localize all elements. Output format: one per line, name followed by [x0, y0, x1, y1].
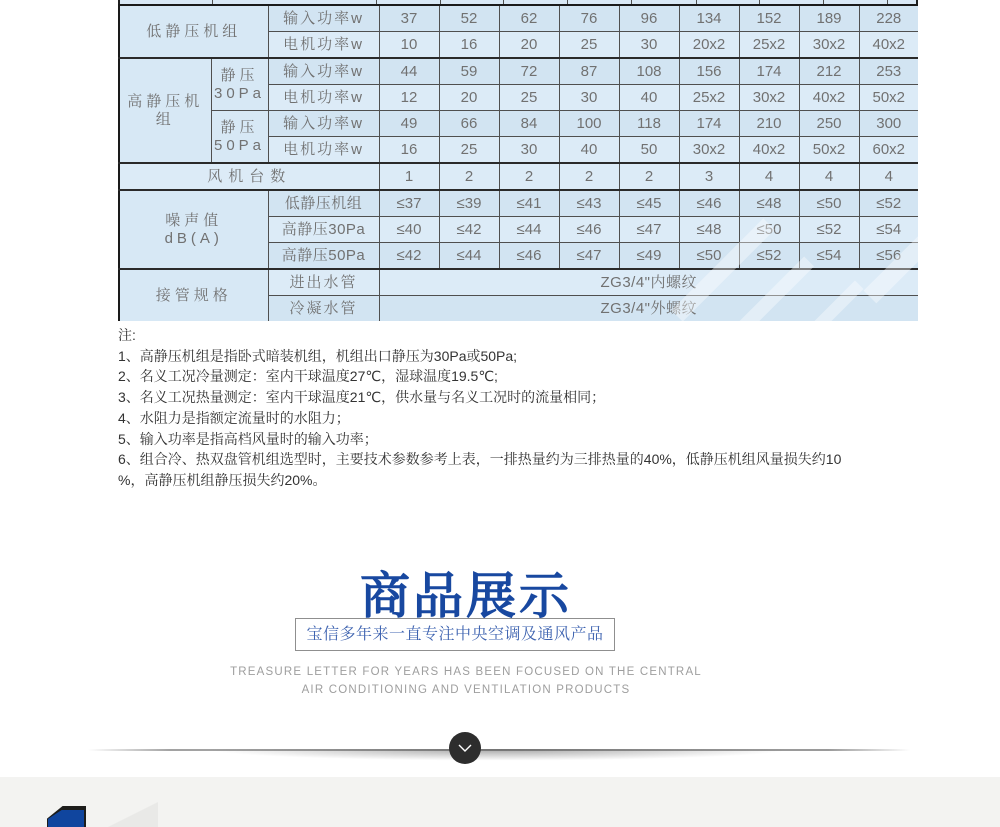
spec-value-cell: 25 [439, 137, 499, 164]
showcase-subtitle-line1: TREASURE LETTER FOR YEARS HAS BEEN FOCUSED ON THE CENTRAL [230, 666, 702, 678]
showcase-title: 商品展示 [360, 568, 572, 624]
spec-value-cell: ≤46 [679, 190, 739, 217]
spec-value-cell: 4 [799, 163, 859, 190]
spec-value-cell: 59 [439, 58, 499, 85]
spec-value-cell: 228 [859, 5, 918, 32]
spec-value-cell: ≤52 [859, 190, 918, 217]
spec-value-cell: 25 [559, 32, 619, 59]
section-divider [88, 749, 910, 767]
spec-value-cell: ≤54 [859, 217, 918, 243]
spec-value-cell: ZG3/4"内螺纹 [379, 269, 918, 296]
note-line: 2、名义工况冷量测定：室内干球温度27℃，湿球温度19.5℃; [118, 368, 498, 385]
table-row [119, 190, 918, 217]
spec-label-cell: 风机台数 [119, 163, 379, 190]
spec-value-cell: 30x2 [679, 137, 739, 164]
spec-value-cell: 84 [499, 111, 559, 137]
spec-value-cell: ≤50 [799, 190, 859, 217]
spec-value-cell: 4 [739, 163, 799, 190]
spec-label-cell: 电机功率w [268, 85, 379, 111]
spec-value-cell: 25 [499, 85, 559, 111]
spec-table-section [118, 0, 918, 321]
spec-value-cell: 52 [439, 5, 499, 32]
spec-value-cell: 100 [559, 111, 619, 137]
spec-value-cell: ≤41 [499, 190, 559, 217]
spec-value-cell: ≤44 [439, 243, 499, 270]
spec-value-cell: ≤54 [799, 243, 859, 270]
spec-value-cell: 40 [559, 137, 619, 164]
spec-value-cell: 60x2 [859, 137, 918, 164]
showcase-subtitle-line2: AIR CONDITIONING AND VENTILATION PRODUCTS [301, 684, 631, 696]
spec-label-cell: 低静压机组 [119, 5, 268, 58]
spec-value-cell: ≤44 [499, 217, 559, 243]
spec-value-cell: ≤47 [559, 243, 619, 270]
spec-value-cell: ≤42 [379, 243, 439, 270]
spec-label-cell: 高静压机组 [119, 58, 211, 163]
spec-value-cell: ≤49 [619, 243, 679, 270]
spec-value-cell: 212 [799, 58, 859, 85]
spec-value-cell: 10 [379, 32, 439, 59]
showcase-slogan-box [295, 618, 615, 651]
spec-value-cell: 118 [619, 111, 679, 137]
spec-label-cell: 输入功率w [268, 111, 379, 137]
table-row [119, 111, 918, 137]
spec-label-cell [211, 58, 268, 111]
spec-value-cell: 40x2 [799, 85, 859, 111]
spec-label-cell: 高静压50Pa [268, 243, 379, 270]
spec-value-cell: 40x2 [859, 32, 918, 59]
sp50-label: 50Pa [213, 136, 266, 154]
notes-section [118, 325, 908, 491]
spec-value-cell: 16 [379, 137, 439, 164]
spec-value-cell: ≤42 [439, 217, 499, 243]
static-pressure-label: 静压 [220, 119, 259, 137]
spec-value-cell: 253 [859, 58, 918, 85]
spec-value-cell: 174 [679, 111, 739, 137]
spec-value-cell: 62 [499, 5, 559, 32]
spec-value-cell: 16 [439, 32, 499, 59]
spec-value-cell: 87 [559, 58, 619, 85]
spec-value-cell: 50x2 [859, 85, 918, 111]
spec-label-cell: 进出水管 [268, 269, 379, 296]
spec-value-cell: 2 [439, 163, 499, 190]
spec-value-cell: 30x2 [739, 85, 799, 111]
spec-label-cell [119, 190, 268, 269]
spec-label-cell: 电机功率w [268, 32, 379, 59]
spec-value-cell: 189 [799, 5, 859, 32]
spec-value-cell: 40 [619, 85, 679, 111]
note-line: 6、组合冷、热双盘管机组选型时，主要技术参数参考上表，一排热量约为三排热量的40%，低静压机组风量损失约10 [118, 451, 842, 468]
scroll-down-button[interactable] [449, 732, 481, 764]
spec-value-cell: 2 [619, 163, 679, 190]
spec-value-cell: 25x2 [679, 85, 739, 111]
spec-value-cell: 20 [439, 85, 499, 111]
spec-value-cell: 20x2 [679, 32, 739, 59]
spec-value-cell: ≤56 [859, 243, 918, 270]
note-line: %，高静压机组静压损失约20%。 [118, 471, 327, 488]
spec-label-cell: 电机功率w [268, 137, 379, 164]
note-line: 3、名义工况热量测定：室内干球温度21℃，供水量与名义工况时的流量相同； [118, 389, 606, 406]
spec-value-cell: 2 [499, 163, 559, 190]
spec-value-cell: 2 [559, 163, 619, 190]
spec-value-cell: 30 [619, 32, 679, 59]
spec-label-cell [211, 111, 268, 164]
static-pressure-label: 静压 [220, 67, 259, 85]
noise-unit-label: dB(A) [164, 229, 223, 247]
spec-value-cell: 40x2 [739, 137, 799, 164]
spec-value-cell: ≤48 [679, 217, 739, 243]
spec-label-cell: 输入功率w [268, 58, 379, 85]
spec-value-cell: ≤50 [739, 217, 799, 243]
showcase-slogan: 宝信多年来一直专注中央空调及通风产品 [306, 626, 604, 643]
spec-value-cell: 76 [559, 5, 619, 32]
spec-value-cell: 30x2 [799, 32, 859, 59]
spec-value-cell: 12 [379, 85, 439, 111]
note-line: 5、输入功率是指高档风量时的输入功率； [118, 430, 378, 447]
spec-value-cell: ≤47 [619, 217, 679, 243]
spec-value-cell: 3 [679, 163, 739, 190]
spec-value-cell: 20 [499, 32, 559, 59]
spec-value-cell: ZG3/4"外螺纹 [379, 296, 918, 322]
spec-value-cell: ≤40 [379, 217, 439, 243]
spec-value-cell: ≤52 [799, 217, 859, 243]
spec-label-cell: 低静压机组 [268, 190, 379, 217]
spec-value-cell: 50x2 [799, 137, 859, 164]
spec-label-cell: 高静压30Pa [268, 217, 379, 243]
spec-value-cell: 152 [739, 5, 799, 32]
table-row [119, 5, 918, 32]
spec-value-cell: ≤46 [499, 243, 559, 270]
spec-label-cell: 输入功率w [268, 5, 379, 32]
spec-value-cell: 250 [799, 111, 859, 137]
table-row [119, 163, 918, 190]
spec-value-cell: 108 [619, 58, 679, 85]
spec-value-cell: 49 [379, 111, 439, 137]
spec-label-cell: 冷凝水管 [268, 296, 379, 322]
spec-table [118, 4, 918, 321]
chevron-down-icon [458, 744, 472, 753]
spec-value-cell: 66 [439, 111, 499, 137]
spec-label-cell: 接管规格 [119, 269, 268, 321]
spec-value-cell: 37 [379, 5, 439, 32]
spec-value-cell: ≤37 [379, 190, 439, 217]
spec-value-cell: 4 [859, 163, 918, 190]
spec-value-cell: ≤43 [559, 190, 619, 217]
table-row [119, 269, 918, 296]
spec-value-cell: 30 [559, 85, 619, 111]
spec-value-cell: ≤50 [679, 243, 739, 270]
sp30-label: 30Pa [213, 84, 266, 102]
spec-value-cell: 1 [379, 163, 439, 190]
spec-value-cell: 300 [859, 111, 918, 137]
noise-value-label: 噪声值 [165, 212, 223, 230]
table-row [119, 58, 918, 85]
spec-value-cell: ≤46 [559, 217, 619, 243]
spec-value-cell: ≤52 [739, 243, 799, 270]
spec-value-cell: 25x2 [739, 32, 799, 59]
spec-value-cell: 134 [679, 5, 739, 32]
note-line: 1、高静压机组是指卧式暗装机组，机组出口静压为30Pa或50Pa; [118, 347, 518, 364]
spec-value-cell: 96 [619, 5, 679, 32]
spec-value-cell: ≤39 [439, 190, 499, 217]
spec-value-cell: ≤48 [739, 190, 799, 217]
spec-value-cell: 156 [679, 58, 739, 85]
notes-title: 注: [118, 327, 136, 343]
spec-value-cell: 174 [739, 58, 799, 85]
spec-value-cell: 50 [619, 137, 679, 164]
spec-value-cell: ≤45 [619, 190, 679, 217]
note-line: 4、水阻力是指额定流量时的水阻力； [118, 409, 350, 426]
spec-value-cell: 72 [499, 58, 559, 85]
spec-value-cell: 44 [379, 58, 439, 85]
spec-value-cell: 30 [499, 137, 559, 164]
spec-value-cell: 210 [739, 111, 799, 137]
